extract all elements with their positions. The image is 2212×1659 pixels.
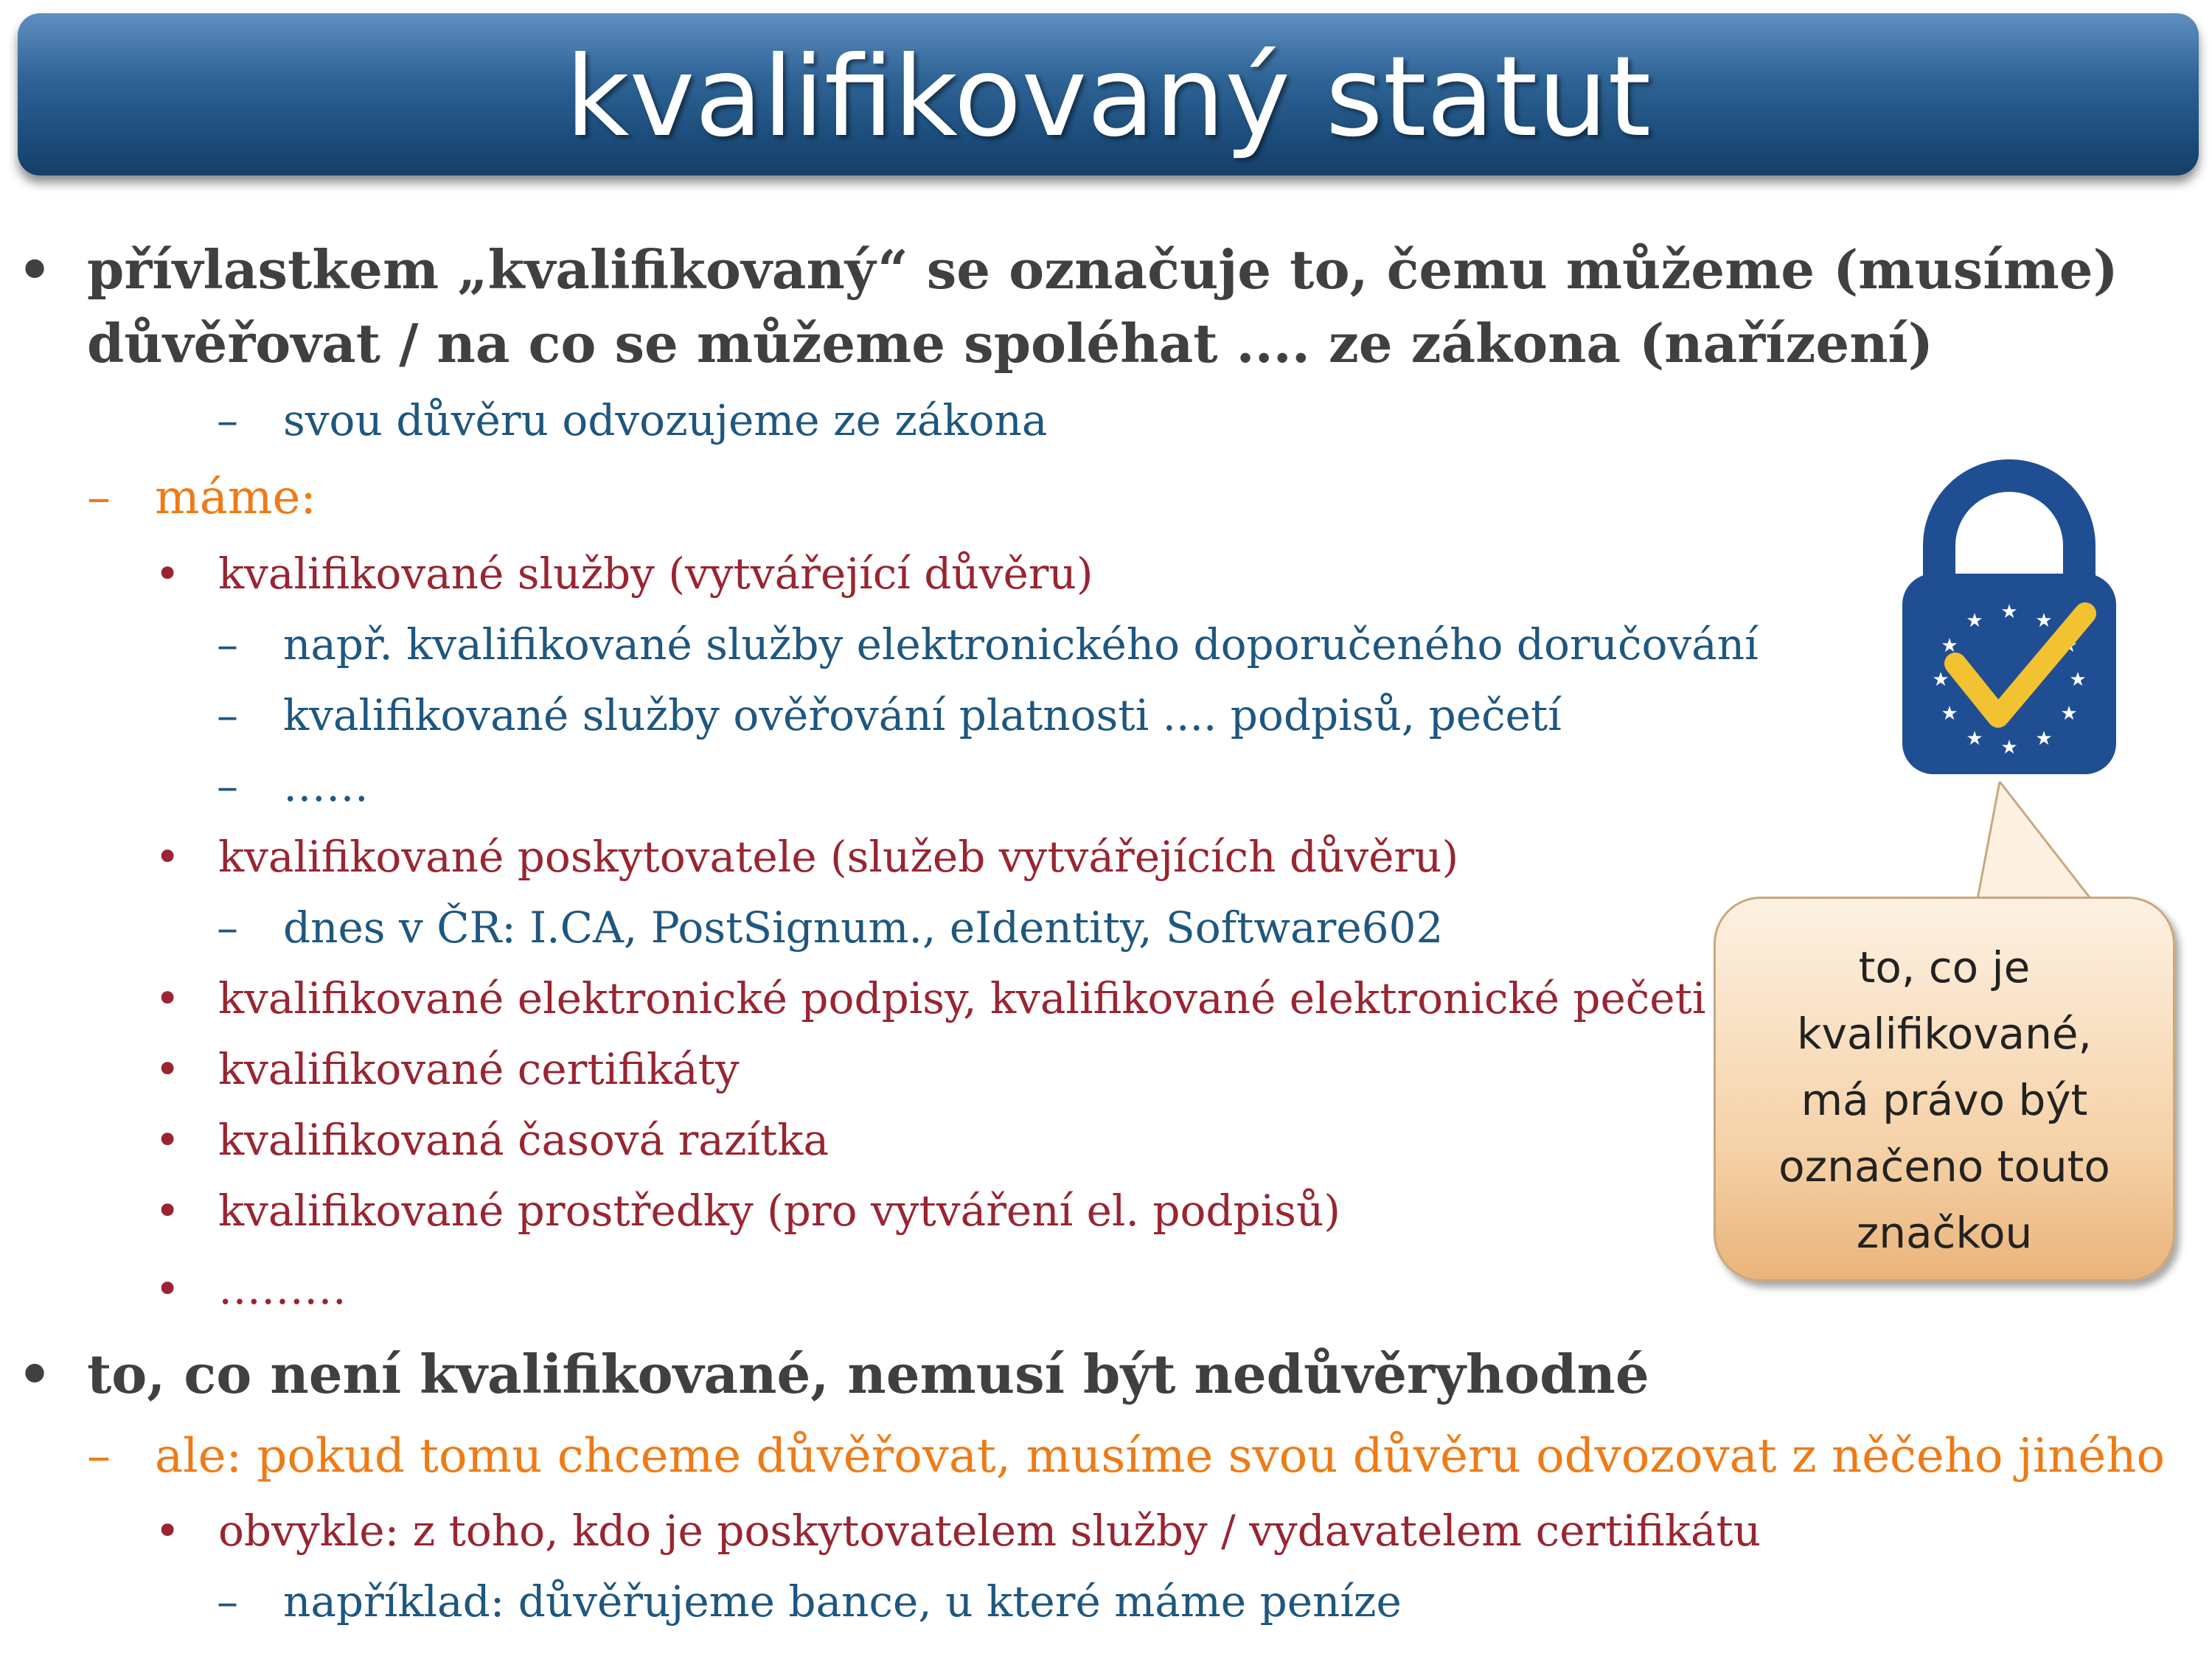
dash-marker: –	[217, 1576, 238, 1627]
svg-text:★: ★	[2035, 728, 2053, 750]
svg-text:★: ★	[2060, 635, 2078, 657]
callout-tail	[1917, 782, 2109, 907]
dash-marker: –	[217, 395, 238, 445]
bullet-marker: •	[18, 238, 52, 301]
dash-marker: –	[87, 1429, 111, 1484]
bullet-text-level3: například: důvěřujeme bance, u které máme peníze	[283, 1576, 1402, 1627]
bullet-marker: •	[18, 1343, 52, 1405]
bullet-text-level1: máme:	[155, 470, 316, 525]
bullet-marker: •	[155, 832, 181, 882]
bullet-text-level1: ale: pokud tomu chceme důvěřovat, musíme svou důvěru odvozovat z něčeho jiného	[155, 1429, 2165, 1484]
bullet-marker: •	[155, 973, 181, 1023]
svg-text:★: ★	[1941, 635, 1958, 657]
bullet-marker: •	[155, 1264, 181, 1314]
callout-bubble	[1714, 897, 2175, 1281]
bullet-marker: •	[155, 1186, 181, 1236]
dash-marker: –	[217, 761, 238, 811]
callout-line: označeno touto	[1778, 1141, 2110, 1192]
bullet-text-level2: kvalifikované elektronické podpisy, kvalifikované elektronické pečeti	[218, 973, 1706, 1023]
callout-line: to, co je	[1858, 942, 2031, 992]
callout-line: značkou	[1856, 1208, 2033, 1258]
bullet-text-level0: přívlastkem „kvalifikovaný“ se označuje to, čemu můžeme (musíme)	[87, 238, 2118, 301]
slide-title: kvalifikovaný statut	[565, 33, 1652, 161]
svg-text:★: ★	[1932, 669, 1950, 691]
svg-text:★: ★	[2000, 737, 2018, 759]
bullet-text-level3: kvalifikované služby ověřování platnosti .... podpisů, pečetí	[283, 690, 1562, 740]
dash-marker: –	[217, 690, 238, 740]
bullet-text-level0-continued: důvěřovat / na co se můžeme spoléhat .... ze zákona (nařízení)	[87, 312, 1933, 375]
bullet-text-level3: např. kvalifikované služby elektronického doporučeného doručování	[283, 619, 1759, 669]
bullet-text-level2: kvalifikované prostředky (pro vytváření el. podpisů)	[218, 1186, 1340, 1236]
callout-line: má právo být	[1801, 1075, 2088, 1125]
dash-marker: –	[217, 619, 238, 669]
bullet-text-level2: obvykle: z toho, kdo je poskytovatelem služby / vydavatelem certifikátu	[218, 1506, 1761, 1556]
svg-text:★: ★	[1941, 703, 1958, 725]
bullet-text-level2: kvalifikované poskytovatele (služeb vytvářejících důvěru)	[218, 832, 1459, 882]
bullet-marker: •	[155, 1044, 181, 1094]
svg-text:★: ★	[2035, 610, 2053, 632]
callout-line: kvalifikované,	[1797, 1009, 2092, 1059]
svg-text:★: ★	[2000, 601, 2018, 623]
svg-text:★: ★	[1966, 728, 1983, 750]
bullet-text-level2: kvalifikovaná časová razítka	[218, 1115, 830, 1165]
dash-marker: –	[217, 902, 238, 953]
bullet-marker: •	[155, 549, 181, 599]
svg-text:★: ★	[2060, 703, 2078, 725]
bullet-marker: •	[155, 1506, 181, 1556]
title-bar	[18, 13, 2199, 175]
bullet-marker: •	[155, 1115, 181, 1165]
bullet-text-level0: to, co není kvalifikované, nemusí být nedůvěryhodné	[87, 1343, 1649, 1405]
bullet-text-level3: ……	[283, 761, 369, 811]
eu-trust-mark-lock-icon	[1888, 442, 2131, 782]
svg-text:★: ★	[1966, 610, 1983, 632]
bullet-text-level2: ………	[218, 1264, 347, 1314]
dash-marker: –	[87, 470, 111, 525]
bullet-text-level3: dnes v ČR: I.CA, PostSignum., eIdentity, Software602	[283, 902, 1444, 953]
bullet-text-level2: kvalifikované certifikáty	[218, 1044, 740, 1094]
bullet-text-level2: kvalifikované služby (vytvářející důvěru)	[218, 549, 1093, 599]
svg-text:★: ★	[2069, 669, 2087, 691]
bullet-text-level3: svou důvěru odvozujeme ze zákona	[283, 395, 1048, 445]
callout-text	[1716, 934, 2173, 1266]
